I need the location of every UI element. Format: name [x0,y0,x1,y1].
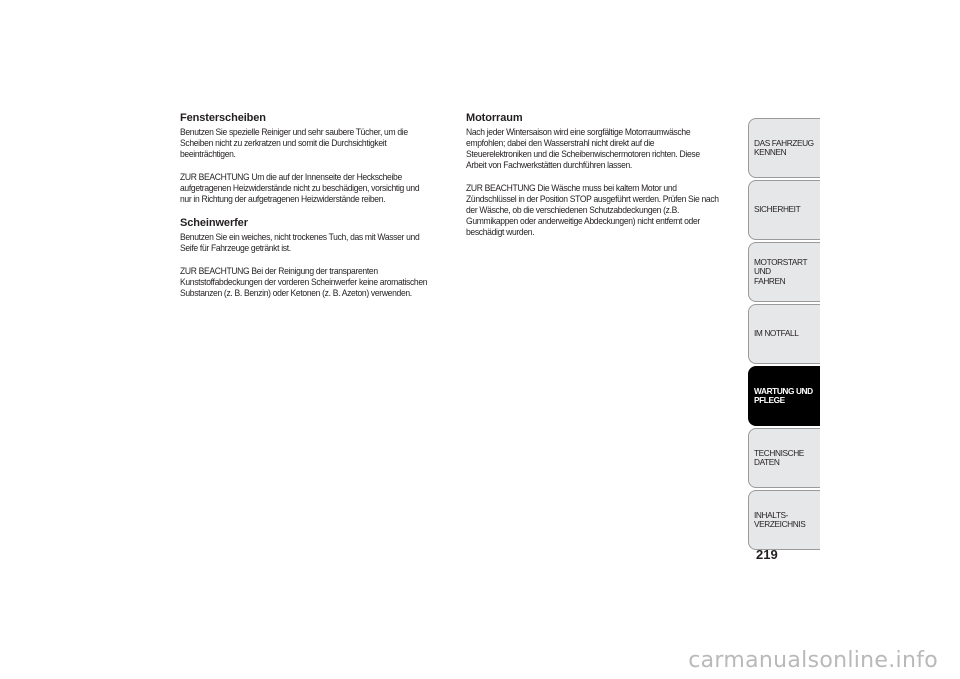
section-heading-fensterscheiben: Fensterscheiben [180,112,266,124]
tab-label: INHALTS- VERZEICHNIS [754,509,806,529]
left-column [180,112,452,311]
page-number: 219 [756,547,778,562]
tab-label: WARTUNG UND PFLEGE [754,385,813,405]
paragraph-note: ZUR BEACHTUNG Um die auf der Innenseite der Heckscheibe aufgetragenen Heizwiderstände nicht zu beschädigen, vorsichtig und nur in Richtung der aufgetragenen Heizwiderstände reiben. [180,172,420,204]
paragraph-note: ZUR BEACHTUNG Die Wäsche muss bei kaltem Motor und Zündschlüssel in der Position STOP ausgeführt werden. Prüfen Sie nach der Wäsche, ob die verschiedenen Schutzabdeckungen (z.B. Gummikappen oder anderweitige Abdeckungen) nicht entfernt oder beschädigt wurden. [466,183,719,237]
tab-motorstart-und-fahren[interactable] [748,242,820,302]
tab-wartung-und-pflege[interactable] [748,366,820,426]
tab-das-fahrzeug-kennen[interactable] [748,118,820,178]
paragraph-note: ZUR BEACHTUNG Bei der Reinigung der transparenten Kunststoffabdeckungen der vorderen Scheinwerfer keine aromatischen Substanzen (z. B. Benzin) oder Ketonen (z. B. Azeton) verwenden. [180,266,428,298]
watermark: carmanualsonline.info [688,648,938,673]
right-column [466,112,740,250]
tab-technische-daten[interactable] [748,428,820,488]
paragraph: Nach jeder Wintersaison wird eine sorgfältige Motorraumwäsche empfohlen; dabei den Wasserstrahl nicht direkt auf die Steuerelektroniken und die Scheibenwischermotoren richten. Diese Arbeit von Fachwerkstätten durchführen lassen. [466,127,700,170]
section-heading-scheinwerfer: Scheinwerfer [180,217,248,229]
tab-im-notfall[interactable] [748,304,820,364]
section-heading-motorraum: Motorraum [466,112,523,124]
paragraph: Benutzen Sie spezielle Reiniger und sehr saubere Tücher, um die Scheiben nicht zu zerkratzen und somit die Durchsichtigkeit beeinträchtigen. [180,127,408,159]
paragraph: Benutzen Sie ein weiches, nicht trockenes Tuch, das mit Wasser und Seife für Fahrzeuge getränkt ist. [180,232,420,253]
tab-label: IM NOTFALL [754,328,799,339]
tab-label: TECHNISCHE DATEN [754,447,804,467]
tab-label: SICHERHEIT [754,204,801,215]
tab-sicherheit[interactable] [748,180,820,240]
tab-label: DAS FAHRZEUG KENNEN [754,137,814,157]
tab-label: MOTORSTART UND FAHREN [754,256,808,286]
chapter-tabs [748,118,820,552]
tab-inhaltsverzeichnis[interactable] [748,490,820,550]
